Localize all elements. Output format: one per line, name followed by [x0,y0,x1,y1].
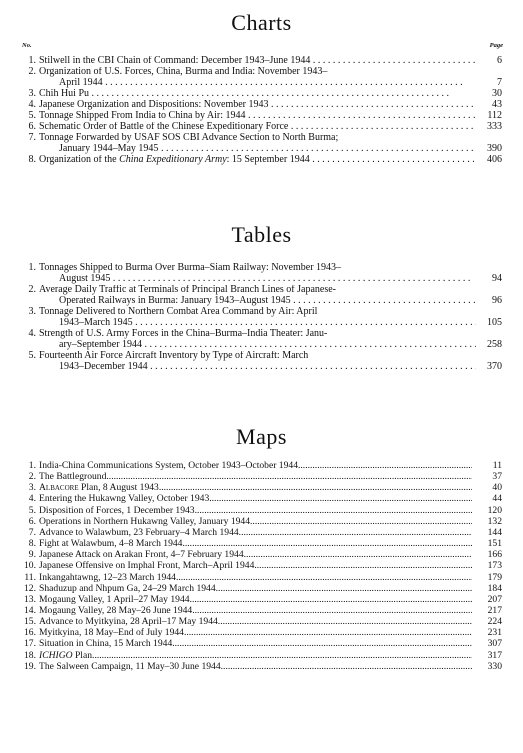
title-text: Organization of the [39,155,120,165]
chart-entry-title [39,133,476,154]
title-text: Mogaung Valley, 28 May–26 June 1944 ..... [39,606,472,616]
title-text: Stilwell in the CBI Chain of Command: December 1943–June 1944 . . . [39,56,476,66]
map-entry-page: 37 [492,471,502,483]
map-entry [22,517,502,528]
table-entry-title-line [39,296,476,307]
chart-entry-title [39,89,476,100]
title-text: Situation in China, 15 March 1944 ..... [39,639,472,649]
page-column-label: Page [489,42,503,49]
map-entry-page: 144 [487,526,502,538]
map-entry [22,550,502,561]
map-entry-number: 12. [24,582,36,594]
map-entry-page: 40 [492,482,502,494]
map-entry-title [39,517,472,527]
chart-entry-page: 390 [487,142,502,154]
table-entry-title-line [39,285,476,296]
chart-entry [22,100,502,111]
table-entry-title-line [39,307,476,318]
map-entry-number: 1. [28,460,36,471]
title-text: : 15 September 1944 . . . [227,155,476,165]
table-entry-title-line [39,329,476,340]
map-entry-number: 14. [24,604,36,616]
title-text: Entering the Hukawng Valley, October 1943 ..... [39,494,472,504]
title-text: August 1945 . . . [59,274,470,284]
chart-entry-number: 4. [28,99,36,110]
map-entry-title [39,617,472,627]
map-entry-page: 217 [487,604,502,616]
chart-entry-page: 333 [487,121,502,132]
chart-entry-title [39,122,476,133]
table-entry-title-line [39,318,476,329]
map-entry [22,461,502,472]
map-entry-number: 15. [24,616,36,628]
map-entry [22,584,502,595]
map-entry-number: 13. [24,593,36,605]
charts-heading: Charts [231,10,292,35]
title-text: Inkangahtawng, 12–23 March 1944 ..... [39,573,472,583]
map-entry-number: 11. [24,571,36,583]
title-italic-text: ICHIGO [39,650,73,661]
map-entry [22,483,502,494]
title-text: Japanese Offensive on Imphal Front, March–April 1944 ..... [39,561,472,571]
map-entry-number: 19. [24,660,36,672]
map-entry-title [39,561,472,571]
map-entry-page: 151 [487,538,502,550]
title-text: Tonnage Delivered to Northern Combat Area Command by Air: April [39,307,318,317]
map-entry-title [39,550,472,560]
number-column-label: No. [22,42,32,49]
table-entry-title [39,351,476,372]
chart-entry-number: 1. [28,55,36,66]
maps-heading: Maps [236,424,287,449]
map-entry-page: 120 [487,504,502,516]
map-entry-page: 184 [487,582,502,594]
table-entry-title [39,285,476,306]
map-entry-number: 7. [28,526,36,538]
title-text: Shaduzup and Nhpum Ga, 24–29 March 1944 ..... [39,584,472,594]
map-entry-title [39,539,472,549]
table-entry-page: 370 [487,360,502,372]
title-text: Japanese Attack on Arakan Front, 4–7 February 1944 ..... [39,550,472,560]
table-entry-page: 105 [487,316,502,328]
chart-entry-title [39,56,476,67]
map-entry-title [39,472,472,482]
map-entry [22,628,502,639]
map-entry-number: 3. [28,482,36,494]
title-text: Plan ..... [73,651,472,661]
map-entry [22,606,502,617]
map-entry-number: 16. [24,627,36,639]
map-entry [22,573,502,584]
title-text: Plan, 8 August 1943 ..... [79,483,472,493]
map-entry [22,528,502,539]
title-text: Schematic Order of Battle of the Chinese Expeditionary Force . . . [39,122,476,132]
chart-entry-number: 8. [28,154,36,165]
map-entry [22,639,502,650]
map-entry [22,561,502,572]
chart-entry-page: 30 [492,88,502,99]
table-entry [22,329,502,351]
chart-entry-title-line [39,100,476,111]
title-text: Tonnages Shipped to Burma Over Burma–Siam Railway: November 1943– [39,263,342,273]
map-entry-title [39,573,472,583]
title-text: Average Daily Traffic at Terminals of Principal Branch Lines of Japanese- [39,285,336,295]
chart-entry [22,122,502,133]
map-entry-title [39,528,472,538]
chart-entry-title-line [39,144,476,155]
title-text: 1943–December 1944 . . . [59,362,476,372]
map-entry [22,595,502,606]
chart-entry-number: 3. [28,88,36,99]
tables-heading: Tables [231,222,292,247]
title-text: ary–September 1944 . . . [59,340,476,350]
chart-entry-title-line [39,78,476,89]
chart-entry-number: 5. [28,110,36,121]
map-entry [22,617,502,628]
chart-entry-page: 6 [497,55,502,66]
title-text: The Battleground ..... [39,472,472,482]
title-text: Japanese Organization and Dispositions: November 1943 . . . [39,100,476,110]
chart-entry [22,56,502,67]
chart-entry-title [39,155,476,166]
table-entry-title [39,329,476,350]
title-text: Myitkyina, 18 May–End of July 1944 ..... [39,628,472,638]
table-entry [22,285,502,307]
title-text: Advance to Walawbum, 23 February–4 March 1944 ..... [39,528,472,538]
map-entry-title [39,651,472,661]
title-text: Fight at Walawbum, 4–8 March 1944 ..... [39,539,472,549]
map-entry-page: 317 [487,649,502,661]
chart-entry-title [39,100,476,111]
map-entry-number: 2. [28,471,36,483]
title-text: The Salween Campaign, 11 May–30 June 1944 ..... [39,662,472,672]
table-entry-title-line [39,351,476,362]
table-entry-title-line [39,362,476,373]
title-text: 1943–March 1945 . . . [59,318,476,328]
title-text: Mogaung Valley, 1 April–27 May 1944 ..... [39,595,472,605]
map-entry [22,506,502,517]
chart-entry-title [39,67,476,88]
map-entry-page: 231 [487,627,502,639]
map-entry-number: 5. [28,504,36,516]
title-text: Tonnage Shipped From India to China by Air: 1944 . . . [39,111,476,121]
map-entry-page: 207 [487,593,502,605]
table-entry-number: 5. [28,350,36,361]
chart-entry-page: 7 [497,76,502,88]
table-entry-page: 96 [492,294,502,306]
map-entry [22,662,502,673]
map-entry-number: 6. [28,515,36,527]
title-text: April 1944 . . . [59,78,463,88]
map-entry-title [39,494,472,504]
chart-entry [22,67,502,89]
table-entry-number: 3. [28,306,36,317]
title-text: Operated Railways in Burma: January 1943–August 1945 . . . [59,296,476,306]
map-entry-title [39,584,472,594]
table-entry [22,307,502,329]
table-entry-title [39,307,476,328]
table-entry-title [39,263,476,284]
chart-entry-page: 43 [492,99,502,110]
title-text: Operations in Northern Hukawng Valley, January 1944 ..... [39,517,472,527]
table-entry-title-line [39,263,476,274]
chart-entry [22,89,502,100]
chart-entry-title-line [39,56,476,67]
map-entry-page: 179 [487,571,502,583]
chart-entry-title-line [39,89,476,100]
map-entry-number: 10. [24,560,36,572]
map-entry [22,472,502,483]
map-entry-page: 224 [487,616,502,628]
map-entry-page: 44 [492,493,502,505]
map-entry-title [39,483,472,493]
title-text: Strength of U.S. Army Forces in the China–Burma–India Theater: Janu- [39,329,328,339]
title-text: Disposition of Forces, 1 December 1943 ..... [39,506,472,516]
chart-entry-number: 6. [28,121,36,132]
chart-entry-number: 7. [28,132,36,143]
map-entry-page: 173 [487,560,502,572]
chart-entry-title [39,111,476,122]
map-entry [22,651,502,662]
title-text: Chih Hui Pu . . . [39,89,449,99]
chart-entry-title-line [39,155,476,166]
map-entry-title [39,461,472,471]
chart-entry-title-line [39,67,476,78]
chart-entry-title-line [39,122,476,133]
chart-entry [22,111,502,122]
table-entry-number: 1. [28,262,36,273]
title-text: India-China Communications System, October 1943–October 1944 ..... [39,461,472,471]
title-text: Organization of U.S. Forces, China, Burma and India: November 1943– [39,67,328,77]
chart-entry-title-line [39,111,476,122]
chart-entry [22,133,502,155]
map-entry-number: 4. [28,493,36,505]
map-entry [22,494,502,505]
map-entry-page: 132 [487,515,502,527]
map-entry-title [39,662,472,672]
map-entry-page: 330 [487,660,502,672]
title-text: Advance to Myitkyina, 28 April–17 May 1944 ..... [39,617,472,627]
title-italic-text: China Expeditionary Army [119,155,227,165]
title-text: Tonnage Forwarded by USAF SOS CBI Advance Section to North Burma; [39,133,339,143]
map-entry-page: 307 [487,638,502,650]
map-entry-page: 11 [492,460,502,471]
chart-entry-page: 112 [487,110,502,121]
chart-entry-title-line [39,133,476,144]
map-entry-number: 18. [24,649,36,661]
table-entry [22,351,502,373]
chart-entry [22,155,502,166]
chart-entry-number: 2. [28,66,36,77]
map-entry-title [39,628,472,638]
map-entry-title [39,606,472,616]
map-entry-title [39,639,472,649]
map-entry-title [39,506,472,516]
map-entry-page: 166 [487,549,502,561]
map-entry-number: 17. [24,638,36,650]
table-entry [22,263,502,285]
table-entry-number: 4. [28,328,36,339]
title-small-caps-text: Albacore [39,483,79,494]
title-text: Fourteenth Air Force Aircraft Inventory by Type of Aircraft: March [39,351,309,361]
chart-entry-page: 406 [487,154,502,165]
table-entry-number: 2. [28,284,36,295]
table-entry-title-line [39,340,476,351]
map-entry-title [39,595,472,605]
table-entry-title-line [39,274,476,285]
map-entry [22,539,502,550]
title-text: January 1944–May 1945 . . . [59,144,476,154]
map-entry-number: 8. [28,538,36,550]
table-entry-page: 94 [492,272,502,284]
map-entry-number: 9. [28,549,36,561]
table-entry-page: 258 [487,338,502,350]
